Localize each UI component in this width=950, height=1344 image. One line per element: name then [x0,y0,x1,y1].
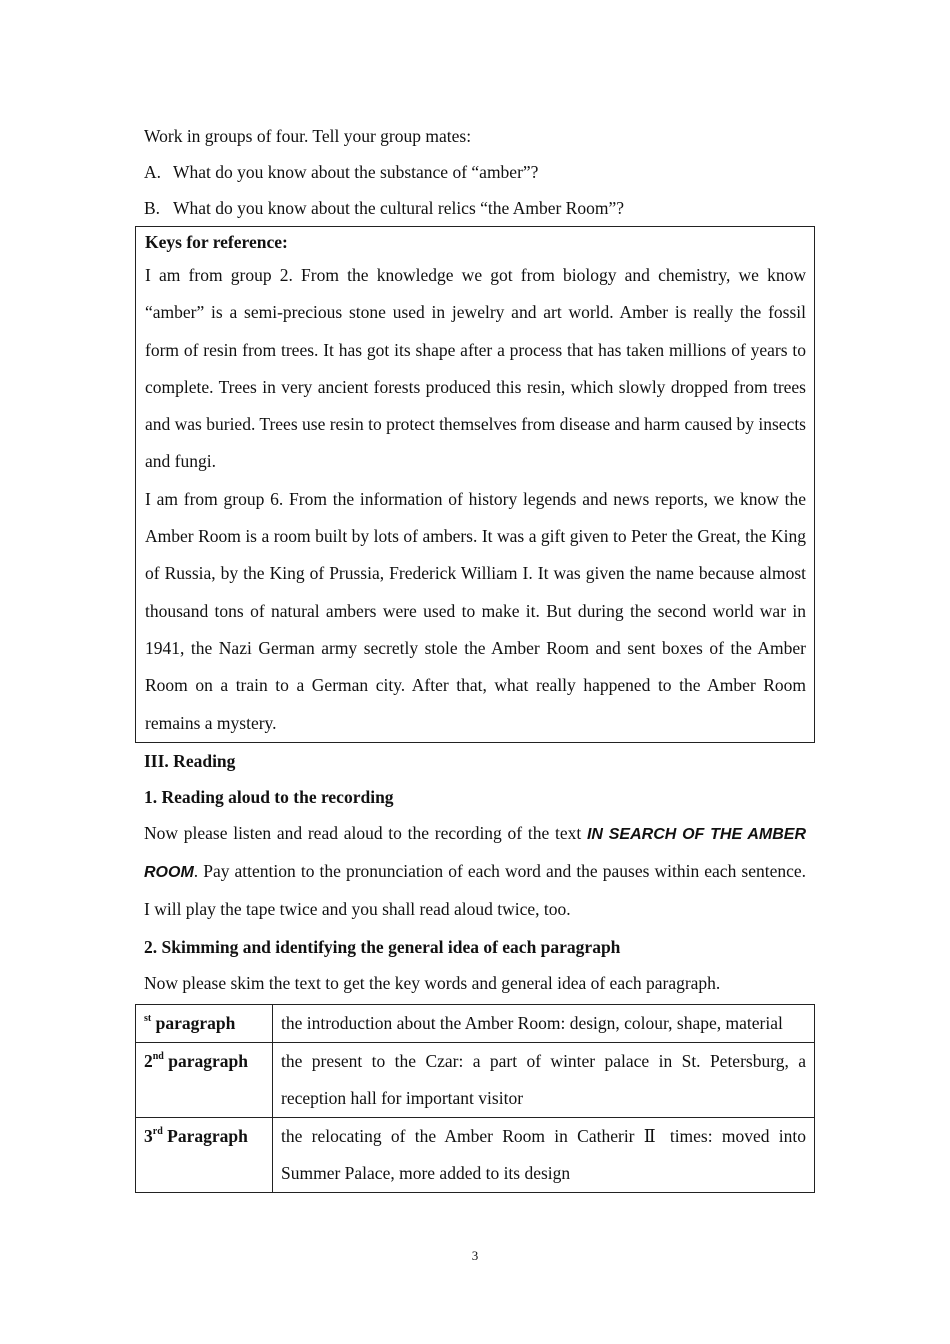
paragraph-label [136,1042,273,1117]
section1-heading: 1. Reading aloud to the recording [144,786,394,807]
document-page [144,118,806,1193]
paragraph-label [136,1004,273,1042]
reading-heading: III. Reading [144,750,236,771]
section1-text-after: . Pay attention to the pronunciation of each word and the pauses within each sentence. I will play the tape twice and you shall read aloud twice, too. [144,861,806,920]
page-number: 3 [471,1248,479,1263]
paragraph-ideas-table [135,1004,815,1193]
section2-heading: 2. Skimming and identifying the general idea of each paragraph [144,936,621,957]
keys-for-reference-box [135,226,815,743]
section2-instruction: Now please skim the text to get the key words and general idea of each paragraph. [144,972,721,993]
question-b-text: What do you know about the cultural relics “the Amber Room”? [173,198,624,218]
question-a-text: What do you know about the substance of “amber”? [173,162,539,182]
keys-group2-paragraph: I am from group 2. From the knowledge we got from biology and chemistry, we know “amber” is a semi-precious stone used in jewelry and art world. Amber is really the fossil form of resin from trees. It has got its shape after a process that has taken millions of years to complete. Trees in very ancient forests produced this resin, which slowly dropped from trees and was buried. Trees use resin to protect themselves from disease and harm caused by insects and fungi. [145,265,806,472]
section1-text-before: Now please listen and read aloud to the recording of the text [144,822,587,843]
paragraph-description: the introduction about the Amber Room: design, colour, shape, material [273,1004,815,1042]
paragraph-label [136,1117,273,1192]
ordinal-suffix: rd [152,1125,163,1137]
question-a [144,154,806,190]
table-row [136,1117,815,1192]
paragraph-description: the relocating of the Amber Room in Catherir Ⅱ times: moved into Summer Palace, more added to its design [273,1117,815,1192]
paragraph-word: Paragraph [167,1125,248,1146]
table-row [136,1004,815,1042]
text-title-emphasis: IN SEARCH OF THE AMBER ROOM [144,825,806,882]
paragraph-description: the present to the Czar: a part of winter palace in St. Petersburg, a reception hall for important visitor [273,1042,815,1117]
question-a-letter: A. [144,162,162,182]
paragraph-number: 2 [144,1050,153,1071]
question-b [144,190,806,226]
table-row [136,1042,815,1117]
paragraph-word: paragraph [168,1050,248,1071]
paragraph-word: paragraph [155,1012,236,1033]
intro-instruction: Work in groups of four. Tell your group mates: [144,126,472,146]
keys-group6-paragraph: I am from group 6. From the information of history legends and news reports, we know the Amber Room is a room built by lots of ambers. It was a gift given to Peter the Great, the King of Russia, by the King of Prussia, Frederick William I. It was given the name because almost thousand tons of natural ambers were used to make it. But during the second world war in 1941, the Nazi German army secretly stole the Amber Room and sent boxes of the Amber Room on a train to a German city. After that, what really happened to the Amber Room remains a mystery. [145,488,806,733]
paragraph-number: 3 [144,1125,153,1146]
keys-title: Keys for reference: [145,232,288,252]
question-b-letter: B. [144,198,161,218]
ordinal-suffix: st [144,1012,152,1024]
section1-paragraph [144,815,806,929]
ordinal-suffix: nd [152,1050,164,1062]
